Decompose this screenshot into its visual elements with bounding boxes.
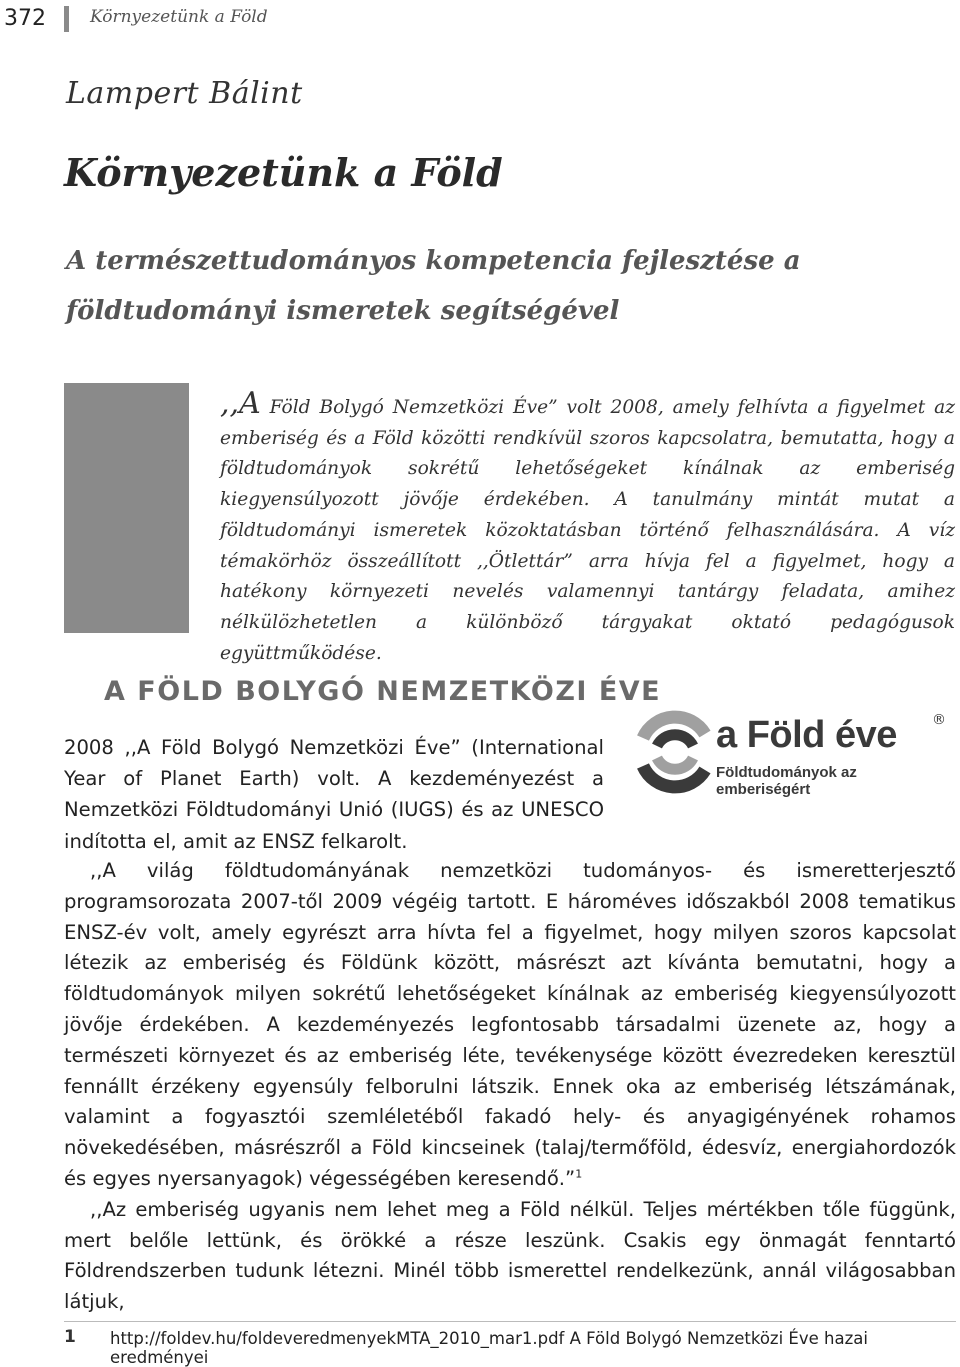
footnote-number: 1 — [64, 1327, 76, 1347]
foldeve-logo — [630, 700, 948, 800]
paragraph-text: ,,A világ földtudományának nemzetközi tudományos- és ismeretterjesztő programsorozata 2007-től 2009 végéig tartott. E hároméves időszakból 2008 tematikus ENSZ-év volt, amely egyrészt arra hívta fel a figyelmet, hogy milyen szoros kapcsolat létezik az emberiség és Földünk között, másrészt azt kívánta bemutatni, hogy a földtudományok milyen sokrétű lehetőségeket kínálnak az emberiség kiegyensúlyozott jövője érdekében. A kezdeményezés legfontosabb társadalmi üzenete az, hogy a természeti környezet és az emberiség léte, tevékenysége között évezredeken keresztül fennállt érzékeny egyensúly felborulni látszik. Ennek oka az emberiség létszámának, valamint a fogyasztói szemléletéből fakadó hely- és anyagigényének rohamos növekedésében, másrészről a Föld kincseinek (talaj/termőföld, édesvíz, energiahordozók és egyes nyersanyagok) végességében keresendő.” — [64, 859, 956, 1190]
body-text — [64, 856, 956, 1318]
abstract-text: Föld Bolygó Nemzetközi Éve” volt 2008, amely felhívta a figyelmet az emberiség és a Föld közötti rendkívül szoros kapcsolatra, bemutatta, hogy a földtudományok sokrétű lehetőségeket kínálnak az emberiség kiegyensúlyozott jövője érdekében. A tanulmány mintát mutat a földtudományi ismeretek közoktatásban történő felhasználására. A víz témakörhöz összeállított ,,Ötlettár” arra hívja fel a figyelmet, hogy a hatékony környezeti nevelés valamennyi tantárgy feladata, amihez nélkülözhetetlen a különböző tárgyakat oktató pedagógusok együttműködése. — [220, 397, 955, 664]
footnote-reference: 1 — [575, 1167, 583, 1181]
body-paragraph — [64, 1195, 956, 1318]
logo-registered-mark: ® — [932, 712, 946, 728]
author-name: Lampert Bálint — [66, 76, 303, 111]
abstract-dropcap: ,,A — [220, 386, 261, 421]
abstract — [220, 386, 955, 669]
logo-wordmark: a Föld éve — [716, 714, 897, 756]
logo-tagline: Földtudományok az emberiségért — [716, 764, 857, 798]
page-number: 372 — [4, 6, 46, 31]
running-head: Környezetünk a Föld — [90, 7, 268, 27]
header-divider — [64, 6, 69, 32]
footnote-divider — [64, 1321, 956, 1322]
body-paragraph — [64, 856, 956, 1195]
article-subtitle: A természettudományos kompetencia fejlesztése a földtudományi ismeretek segítségével — [66, 246, 801, 326]
article-title: Környezetünk a Föld — [64, 150, 503, 195]
abstract-gray-block — [64, 383, 189, 633]
paragraph-text: ,,Az emberiség ugyanis nem lehet meg a Föld nélkül. Teljes mértékben tőle függünk, mert belőle lettünk, és örökké a része leszünk. Csakis egy önmagát fenntartó Földrendszerben tudunk létezni. Minél több ismerettel rendelkezünk, annál világosabban látjuk, — [64, 1197, 956, 1314]
section-heading: A FÖLD BOLYGÓ NEMZETKÖZI ÉVE — [104, 676, 662, 707]
section-intro-paragraph: 2008 ,,A Föld Bolygó Nemzetközi Éve” (International Year of Planet Earth) volt. A kezdeményezést a Nemzetközi Földtudományi Unió (IUGS) és az UNESCO indította el, amit az ENSZ felkarolt. — [64, 736, 604, 853]
footnote-text: http://foldev.hu/foldeveredmenyekMTA_2010_mar1.pdf A Föld Bolygó Nemzetközi Éve hazai eredményei — [110, 1329, 868, 1367]
